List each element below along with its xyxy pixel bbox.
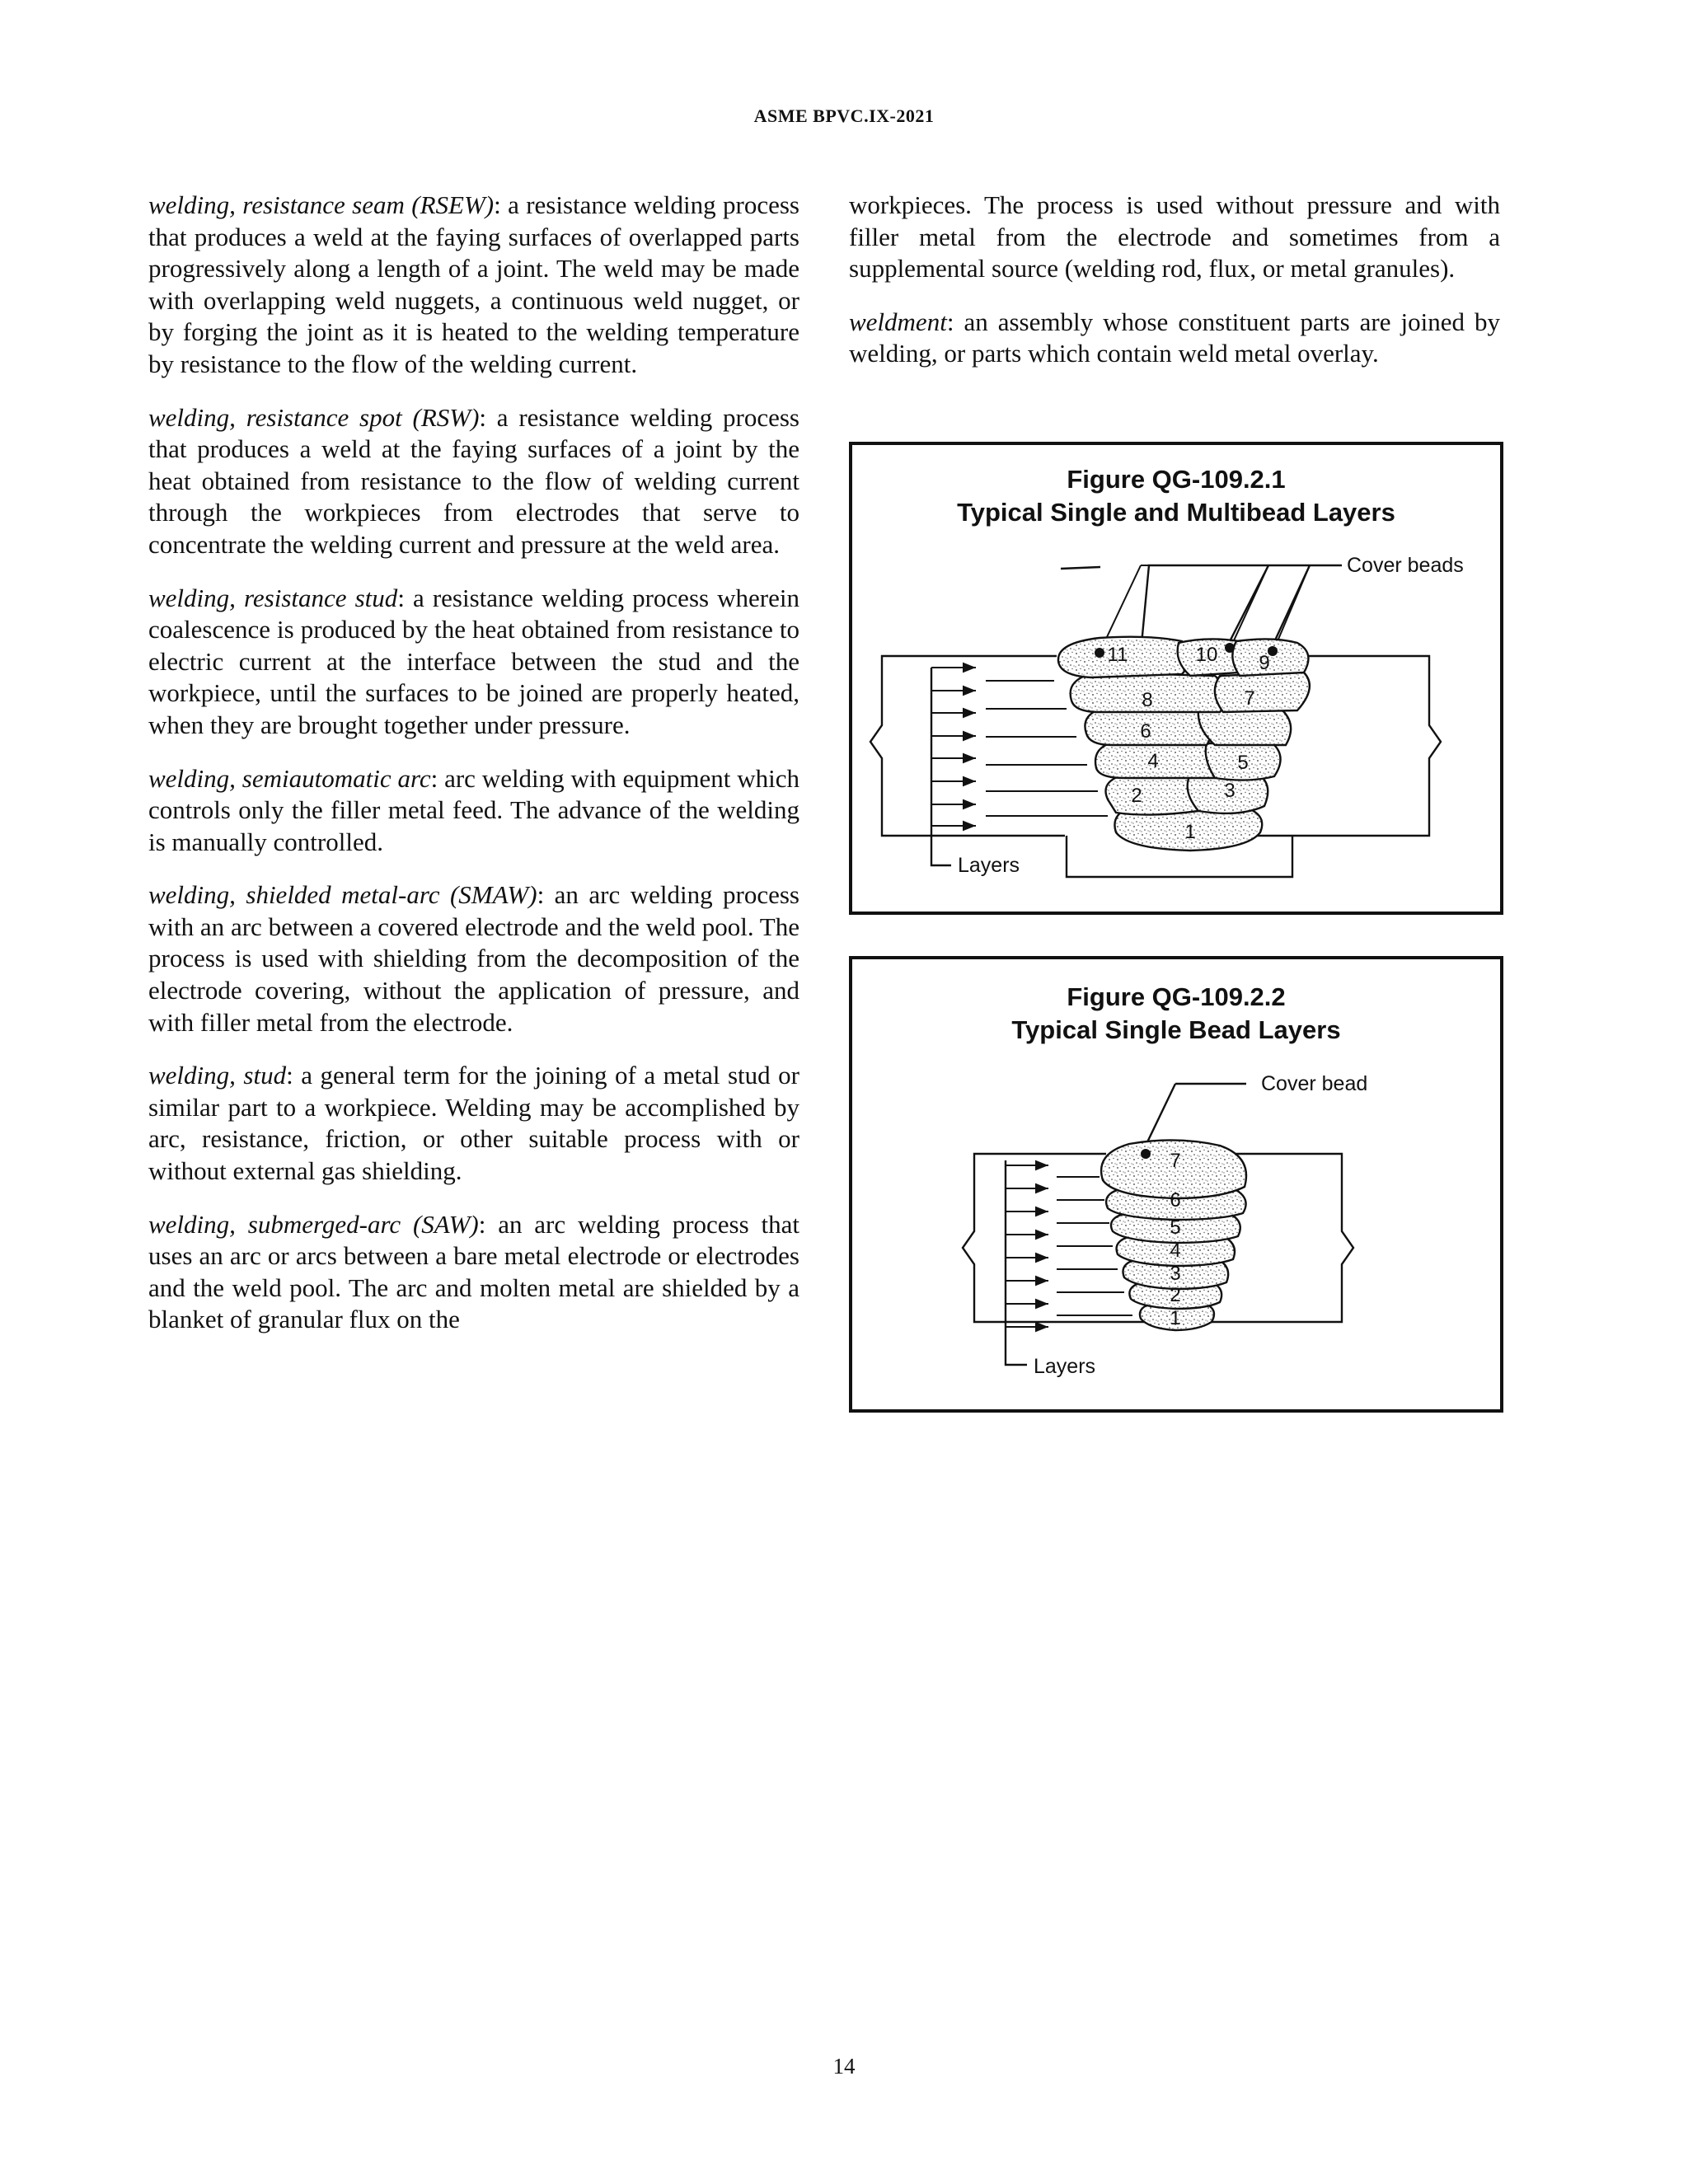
bead-number: 4 (1147, 750, 1159, 772)
bead-number: 5 (1237, 752, 1249, 774)
bead-number: 3 (1224, 780, 1236, 802)
definition-term: welding, resistance spot (RSW) (148, 402, 480, 432)
bead-9 (1232, 639, 1308, 676)
definition-text: : an assembly whose constituent parts are joined by welding, or parts which contain weld metal overlay. (849, 307, 1500, 368)
definition-term: welding, submerged-arc (SAW) (148, 1209, 479, 1239)
figure-single-bead-layers (849, 956, 1503, 1413)
bead-number: 4 (1170, 1240, 1181, 1262)
definition-text: : an arc welding process with an arc between a covered electrode and the weld pool. The process is used with shielding from the decomposition of the electrode covering, without the application of pressure, and with filler metal from the electrode. (148, 880, 799, 1037)
single-bead-diagram (852, 959, 1500, 1409)
bead-number: 2 (1170, 1284, 1181, 1306)
definition-term: welding, resistance seam (RSEW) (148, 190, 495, 219)
definition-saw (148, 1209, 799, 1336)
bead-9-lower (1215, 673, 1310, 712)
definition-term: welding, resistance stud (148, 583, 398, 612)
cover-beads-label: Cover beads (1347, 554, 1464, 577)
bead-number: 3 (1170, 1263, 1181, 1285)
figure-number: Figure QG-109.2.2 (1067, 982, 1286, 1011)
bead-number: 6 (1170, 1189, 1181, 1212)
bead-number: 8 (1142, 689, 1153, 711)
definition-continuation: workpieces. The process is used without pressure and with filler metal from the electrode and sometimes from a supplemental source (welding rod, flux, or metal granules). (849, 190, 1500, 284)
definition-text: : a resistance welding process that produces a weld at the faying surfaces of a joint by the heat obtained from resistance to the flow of welding current through the workpieces from electrodes that serve to concentrate the welding current and pressure at the weld area. (148, 402, 799, 559)
bead-number: 10 (1195, 644, 1218, 666)
definition-rsew (148, 190, 799, 381)
figure-multibead-layers (849, 442, 1503, 915)
layers-label: Layers (958, 854, 1020, 877)
bead-7 (1198, 710, 1291, 745)
bead-number: 7 (1244, 687, 1255, 710)
definition-term: welding, semiautomatic arc (148, 763, 431, 793)
bead-number: 7 (1170, 1150, 1181, 1172)
definition-text: : an arc welding process that uses an arc or arcs between a bare metal electrode or electrodes and the weld pool. The arc and molten metal are shielded by a blanket of granular flux on the (148, 1209, 799, 1334)
multibead-diagram (852, 445, 1500, 912)
definition-rsw (148, 402, 799, 561)
bead-number: 11 (1107, 644, 1128, 666)
bead-number: 1 (1184, 821, 1196, 843)
definition-text: : a general term for the joining of a metal stud or similar part to a workpiece. Welding may be accomplished by arc, resistance, friction, or other suitable process with or without external gas shielding. (148, 1061, 799, 1186)
definition-term: welding, stud (148, 1061, 287, 1090)
definition-stud (148, 1060, 799, 1187)
definition-text: : arc welding with equipment which controls only the filler metal feed. The advance of the welding is manually controlled. (148, 763, 799, 856)
definition-smaw (148, 879, 799, 1038)
definition-text: : a resistance welding process wherein coalescence is produced by the heat obtained from resistance to electric current at the interface between the stud and the workpiece, until the surfaces to be joined are properly heated, when they are brought together under pressure. (148, 583, 799, 739)
figure-number: Figure QG-109.2.1 (1067, 465, 1286, 494)
figure-caption: Typical Single Bead Layers (1011, 1015, 1341, 1044)
page-header: ASME BPVC.IX-2021 (753, 105, 935, 126)
page-number: 14 (832, 2054, 856, 2079)
figure-caption: Typical Single and Multibead Layers (957, 498, 1395, 527)
definition-weldment (849, 307, 1500, 370)
definition-term: weldment (849, 307, 947, 336)
cover-bead-label: Cover bead (1261, 1072, 1368, 1095)
bead-number: 5 (1170, 1216, 1181, 1239)
right-column (849, 190, 1500, 391)
definition-term: welding, shielded metal-arc (SMAW) (148, 880, 537, 910)
left-column (148, 190, 799, 1357)
definition-semiautomatic-arc (148, 763, 799, 859)
definition-text: : a resistance welding process that produces a weld at the faying surfaces of overlapped parts progressively along a length of a joint. The weld may be made with overlapping weld nuggets, a continuous weld nugget, or by forging the joint as it is heated to the welding temperature by resistance to the flow of the welding current. (148, 190, 799, 378)
bead-number: 1 (1170, 1307, 1181, 1329)
layers-label: Layers (1034, 1355, 1096, 1378)
definition-resistance-stud (148, 583, 799, 742)
bead-4 (1095, 742, 1222, 778)
bead-number: 2 (1131, 785, 1142, 807)
bead-number: 6 (1140, 720, 1151, 743)
bead-number: 9 (1259, 652, 1270, 674)
